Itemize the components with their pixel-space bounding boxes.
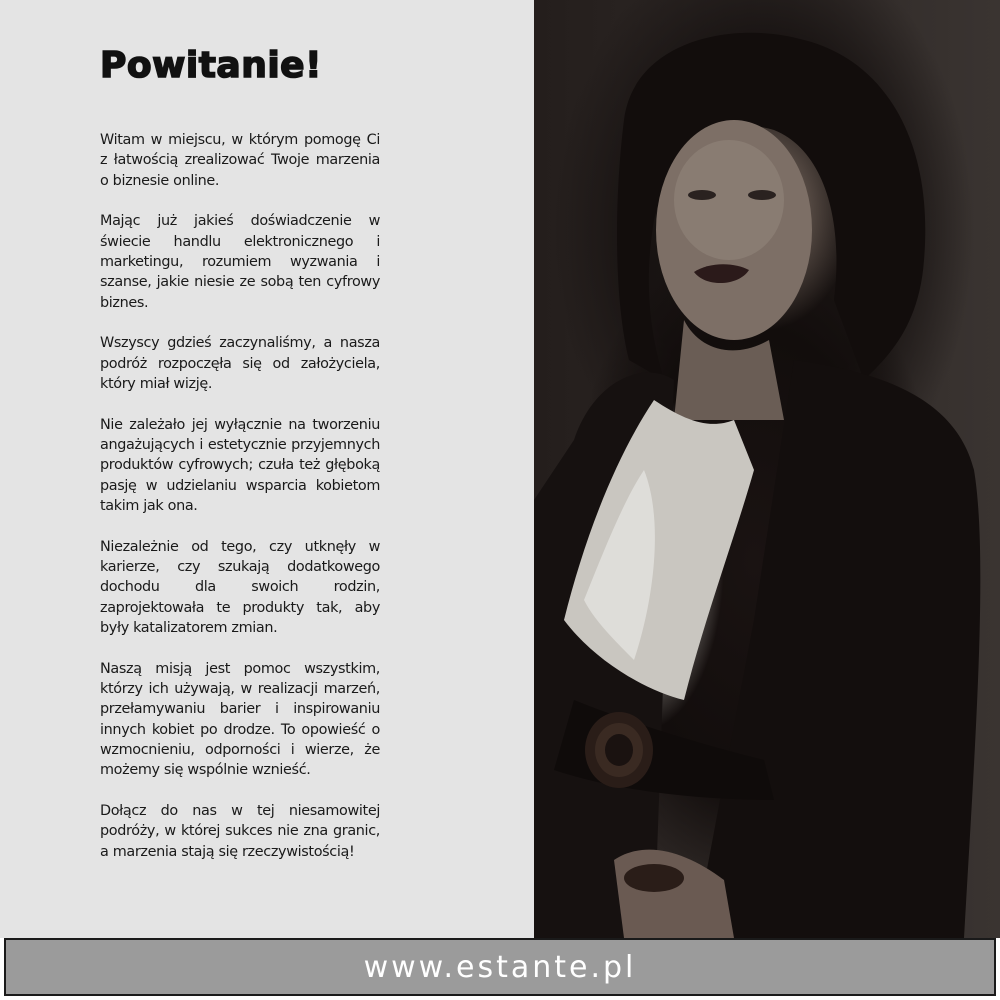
paragraph: Mając już jakieś doświadczenie w świecie handlu elektronicznego i marketingu, rozumiem wyzwania i szanse, jakie niesie ze sobą ten cyfrowy biznes.	[100, 213, 380, 311]
paragraph: Niezależnie od tego, czy utknęły w karierze, czy szukają dodatkowego dochodu dla swoich rodzin, zaprojektowała te produkty tak, aby były katalizatorem zmian.	[100, 538, 380, 636]
welcome-text	[100, 130, 380, 882]
footer-banner	[4, 938, 996, 996]
paragraph: Witam w miejscu, w którym pomogę Ci z łatwością zrealizować Twoje marzenia o biznesie online.	[100, 132, 380, 189]
paragraph: Naszą misją jest pomoc wszystkim, którzy ich używają, w realizacji marzeń, przełamywaniu barier i inspirowaniu innych kobiet po drodze. To opowieść o wzmocnieniu, odporności i wierze, że możemy się wspólnie wznieść.	[100, 660, 380, 779]
paragraph: Wszyscy gdzieś zaczynaliśmy, a nasza podróż rozpoczęła się od założyciela, który miał wizję.	[100, 335, 380, 392]
paragraph: Nie zależało jej wyłącznie na tworzeniu angażujących i estetycznie przyjemnych produktów cyfrowych; czuła też głęboką pasję w udzielaniu wsparcia kobietom takim jak ona.	[100, 416, 380, 514]
website-url[interactable]: www.estante.pl	[363, 949, 637, 985]
portrait-photo-icon	[534, 0, 1000, 938]
page-title: Powitanie!	[100, 45, 323, 86]
paragraph: Dołącz do nas w tej niesamowitej podróży, w której sukces nie zna granic, a marzenia stają się rzeczywistością!	[100, 803, 380, 860]
portrait-photo	[534, 0, 1000, 938]
